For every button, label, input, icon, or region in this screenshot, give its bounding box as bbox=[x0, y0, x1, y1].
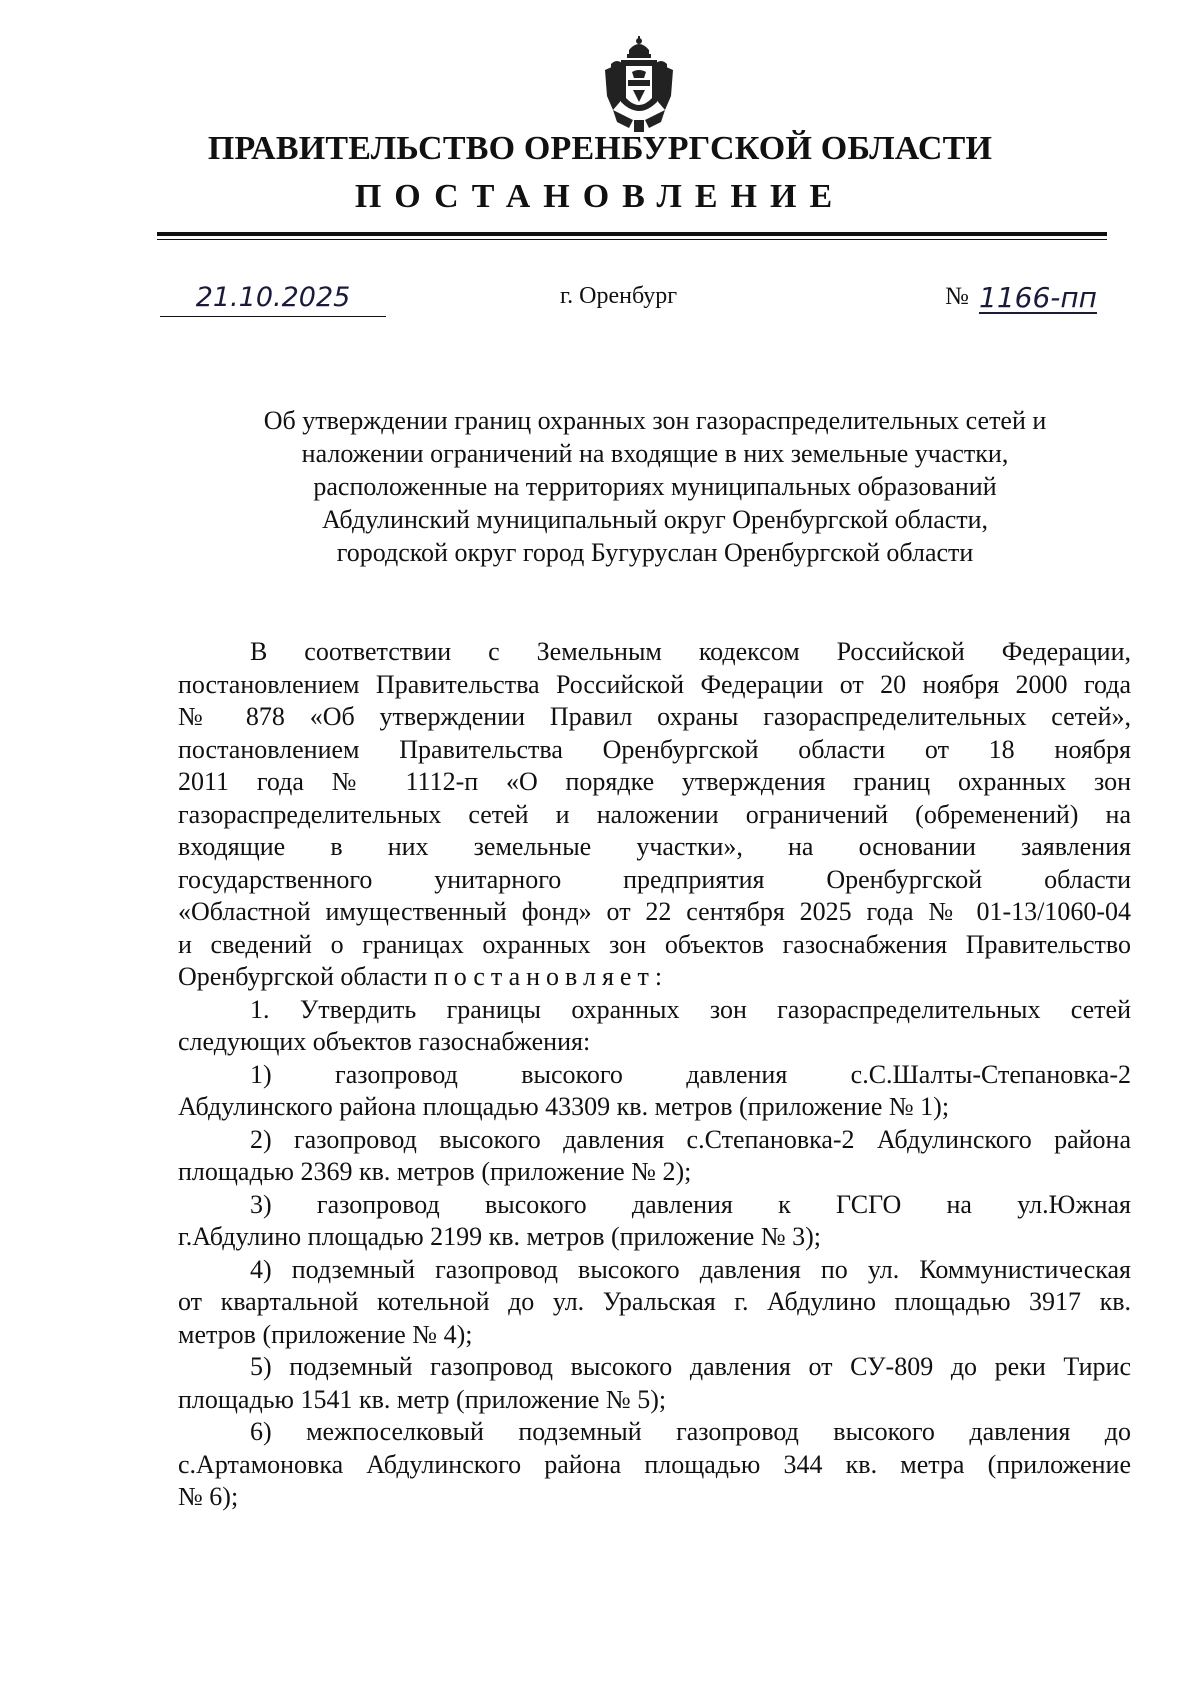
header-rule-thick bbox=[157, 232, 1107, 236]
body-line: и сведений о границах охранных зон объектов газоснабжения Правительство bbox=[178, 929, 1131, 959]
title-line: расположенные на территориях муниципальных образований bbox=[313, 472, 997, 501]
body-line: г.Абдулино площадью 2199 кв. метров (приложение № 3); bbox=[178, 1222, 822, 1251]
preamble-paragraph bbox=[178, 636, 1131, 994]
body-line: 2) газопровод высокого давления с.Степановка-2 Абдулинского района bbox=[250, 1124, 1131, 1154]
body-line: 1) газопровод высокого давления с.С.Шалты-Степановка-2 bbox=[250, 1059, 1131, 1089]
body-line-last bbox=[178, 961, 1131, 994]
title-line: Абдулинский муниципальный округ Оренбургской области, bbox=[321, 505, 989, 534]
body-line: «Областной имущественный фонд» от 22 сентября 2025 года № 01-13/1060-04 bbox=[178, 897, 1131, 926]
body-line: 6) межпоселковый подземный газопровод высокого давления до bbox=[250, 1417, 1131, 1446]
subitem-1 bbox=[178, 1059, 1131, 1124]
body-line: газораспределительных сетей и наложении ограничений (обременений) на bbox=[178, 799, 1131, 829]
title-line: городской округ город Бугуруслан Оренбургской области bbox=[336, 538, 974, 567]
preamble-last-text: Оренбургской области bbox=[178, 962, 428, 991]
body-line: от квартальной котельной до ул. Уральская г. Абдулино площадью 3917 кв. bbox=[178, 1287, 1131, 1316]
body-line: 5) подземный газопровод высокого давления от СУ-809 до реки Тирис bbox=[250, 1352, 1131, 1381]
subitem-5 bbox=[178, 1351, 1131, 1416]
body-line: входящие в них земельные участки», на основании заявления bbox=[178, 832, 1131, 861]
body-line: № 6); bbox=[178, 1482, 239, 1511]
subitem-6 bbox=[178, 1416, 1131, 1514]
body-line: 1. Утвердить границы охранных зон газораспределительных сетей bbox=[250, 994, 1131, 1024]
body-line: № 878 «Об утверждении Правил охраны газораспределительных сетей», bbox=[178, 702, 1131, 731]
body-line: 2011 года № 1112-п «О порядке утверждения границ охранных зон bbox=[178, 767, 1131, 796]
item-1 bbox=[178, 994, 1131, 1059]
subitem-2 bbox=[178, 1124, 1131, 1189]
resolves-word: постановляет: bbox=[433, 962, 669, 991]
body-line: В соответствии с Земельным кодексом Российской Федерации, bbox=[250, 637, 1131, 666]
document-number: 1166-пп bbox=[979, 281, 1097, 314]
header-rule-thin bbox=[157, 239, 1107, 240]
document-type: ПОСТАНОВЛЕНИЕ bbox=[354, 178, 846, 215]
document-number-block bbox=[945, 281, 1125, 317]
number-sign: № bbox=[945, 283, 969, 310]
organization-name: ПРАВИТЕЛЬСТВО ОРЕНБУРГСКОЙ ОБЛАСТИ bbox=[207, 130, 993, 167]
body-line: следующих объектов газоснабжения: bbox=[178, 1027, 591, 1056]
document-city: г. Оренбург bbox=[560, 283, 678, 309]
document-date: 21.10.2025 bbox=[160, 280, 386, 317]
body-line: 3) газопровод высокого давления к ГСГО на ул.Южная bbox=[250, 1189, 1131, 1219]
body-line: площадью 1541 кв. метр (приложение № 5); bbox=[178, 1384, 667, 1414]
body-line: постановлением Правительства Российской Федерации от 20 ноября 2000 года bbox=[178, 669, 1131, 699]
body-line: 4) подземный газопровод высокого давления по ул. Коммунистическая bbox=[250, 1254, 1131, 1284]
title-line: Об утверждении границ охранных зон газораспределительных сетей и bbox=[263, 406, 1047, 435]
body-line: метров (приложение № 4); bbox=[178, 1319, 473, 1349]
title-line: наложении ограничений на входящие в них земельные участки, bbox=[301, 439, 1009, 468]
body-line: с.Артамоновка Абдулинского района площадью 344 кв. метра (приложение bbox=[178, 1449, 1131, 1479]
document-body bbox=[178, 636, 1131, 1514]
body-line: постановлением Правительства Оренбургской области от 18 ноября bbox=[178, 734, 1131, 764]
document-title bbox=[170, 404, 1140, 569]
body-line: площадью 2369 кв. метров (приложение № 2); bbox=[178, 1157, 692, 1186]
body-line: Абдулинского района площадью 43309 кв. метров (приложение № 1); bbox=[178, 1092, 950, 1121]
coat-of-arms-emblem bbox=[603, 36, 675, 134]
subitem-4 bbox=[178, 1254, 1131, 1352]
body-line: государственного унитарного предприятия Оренбургской области bbox=[178, 864, 1131, 894]
subitem-3 bbox=[178, 1189, 1131, 1254]
